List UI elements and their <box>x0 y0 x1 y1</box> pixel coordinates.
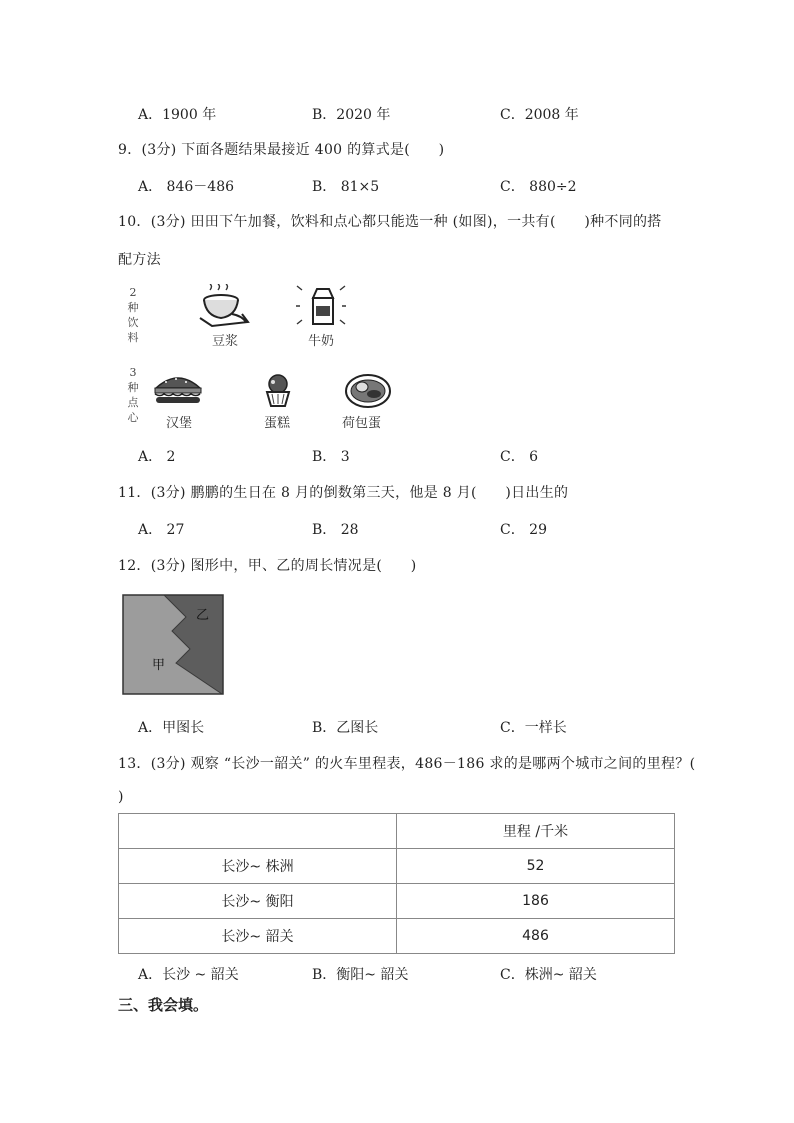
q13-option-c[interactable]: C．株洲~ 韶关 <box>500 967 597 983</box>
drinks-side-label: 2 种 饮 料 <box>127 286 139 344</box>
table-header-cell <box>119 814 397 849</box>
mileage-table <box>118 813 675 954</box>
q9-option-c[interactable]: C． 880÷2 <box>500 179 577 195</box>
q9-stem: 9．(3分) 下面各题结果最接近 400 的算式是( ) <box>118 142 445 158</box>
q10-option-a[interactable]: A． 2 <box>138 449 176 465</box>
q8-option-a[interactable]: A．1900 年 <box>138 107 217 123</box>
table-cell: 186 <box>397 884 675 919</box>
label-jia: 甲 <box>152 658 166 673</box>
q13-stem-line2: ) <box>118 789 124 805</box>
q11-option-b[interactable]: B． 28 <box>312 522 359 538</box>
q10-stem-line2: 配方法 <box>118 252 161 268</box>
table-cell: 长沙~ 韶关 <box>119 919 397 954</box>
drink-label-soy-milk: 豆浆 <box>212 334 239 349</box>
table-row <box>119 884 675 919</box>
snack-label-cake: 蛋糕 <box>264 416 291 431</box>
table-cell: 52 <box>397 849 675 884</box>
q12-stem: 12．(3分) 图形中，甲、乙的周长情况是( ) <box>118 558 417 574</box>
q12-option-c[interactable]: C．一样长 <box>500 720 567 736</box>
table-header-row <box>119 814 675 849</box>
q12-option-b[interactable]: B．乙图长 <box>312 720 379 736</box>
hamburger-icon <box>152 372 204 410</box>
q9-option-a[interactable]: A． 846－486 <box>138 179 235 195</box>
cupcake-icon <box>262 374 294 410</box>
soy-milk-bowl-icon <box>196 284 252 330</box>
q12-option-a[interactable]: A．甲图长 <box>138 720 205 736</box>
table-cell: 长沙~ 衡阳 <box>119 884 397 919</box>
q11-option-c[interactable]: C． 29 <box>500 522 547 538</box>
table-cell: 长沙~ 株洲 <box>119 849 397 884</box>
table-row <box>119 849 675 884</box>
q10-option-c[interactable]: C． 6 <box>500 449 539 465</box>
milk-carton-icon <box>296 284 346 330</box>
table-header-cell: 里程 /千米 <box>397 814 675 849</box>
snacks-side-label: 3 种 点 心 <box>127 366 139 424</box>
section-3-title: 三、我会填。 <box>118 996 209 1014</box>
snack-label-hamburger: 汉堡 <box>166 416 193 431</box>
q10-stem-line1: 10．(3分) 田田下午加餐，饮料和点心都只能选一种 (如图)，一共有( )种不同的搭 <box>118 214 662 230</box>
q11-stem: 11．(3分) 鹏鹏的生日在 8 月的倒数第三天，他是 8 月( )日出生的 <box>118 485 569 501</box>
q13-option-b[interactable]: B．衡阳~ 韶关 <box>312 967 409 983</box>
q8-option-b[interactable]: B．2020 年 <box>312 107 391 123</box>
label-yi: 乙 <box>196 608 210 623</box>
q11-option-a[interactable]: A． 27 <box>138 522 185 538</box>
table-row <box>119 919 675 954</box>
q8-option-c[interactable]: C．2008 年 <box>500 107 579 123</box>
q9-option-b[interactable]: B． 81×5 <box>312 179 380 195</box>
drink-label-milk: 牛奶 <box>308 334 335 349</box>
q13-stem-line1: 13．(3分) 观察 “长沙一韶关” 的火车里程表，486－186 求的是哪两个城市之间的里程？( <box>118 756 696 772</box>
q10-option-b[interactable]: B． 3 <box>312 449 350 465</box>
fried-egg-icon <box>344 372 392 410</box>
q13-option-a[interactable]: A．长沙 ~ 韶关 <box>138 967 239 983</box>
table-cell: 486 <box>397 919 675 954</box>
snack-label-fried-egg: 荷包蛋 <box>342 416 382 431</box>
